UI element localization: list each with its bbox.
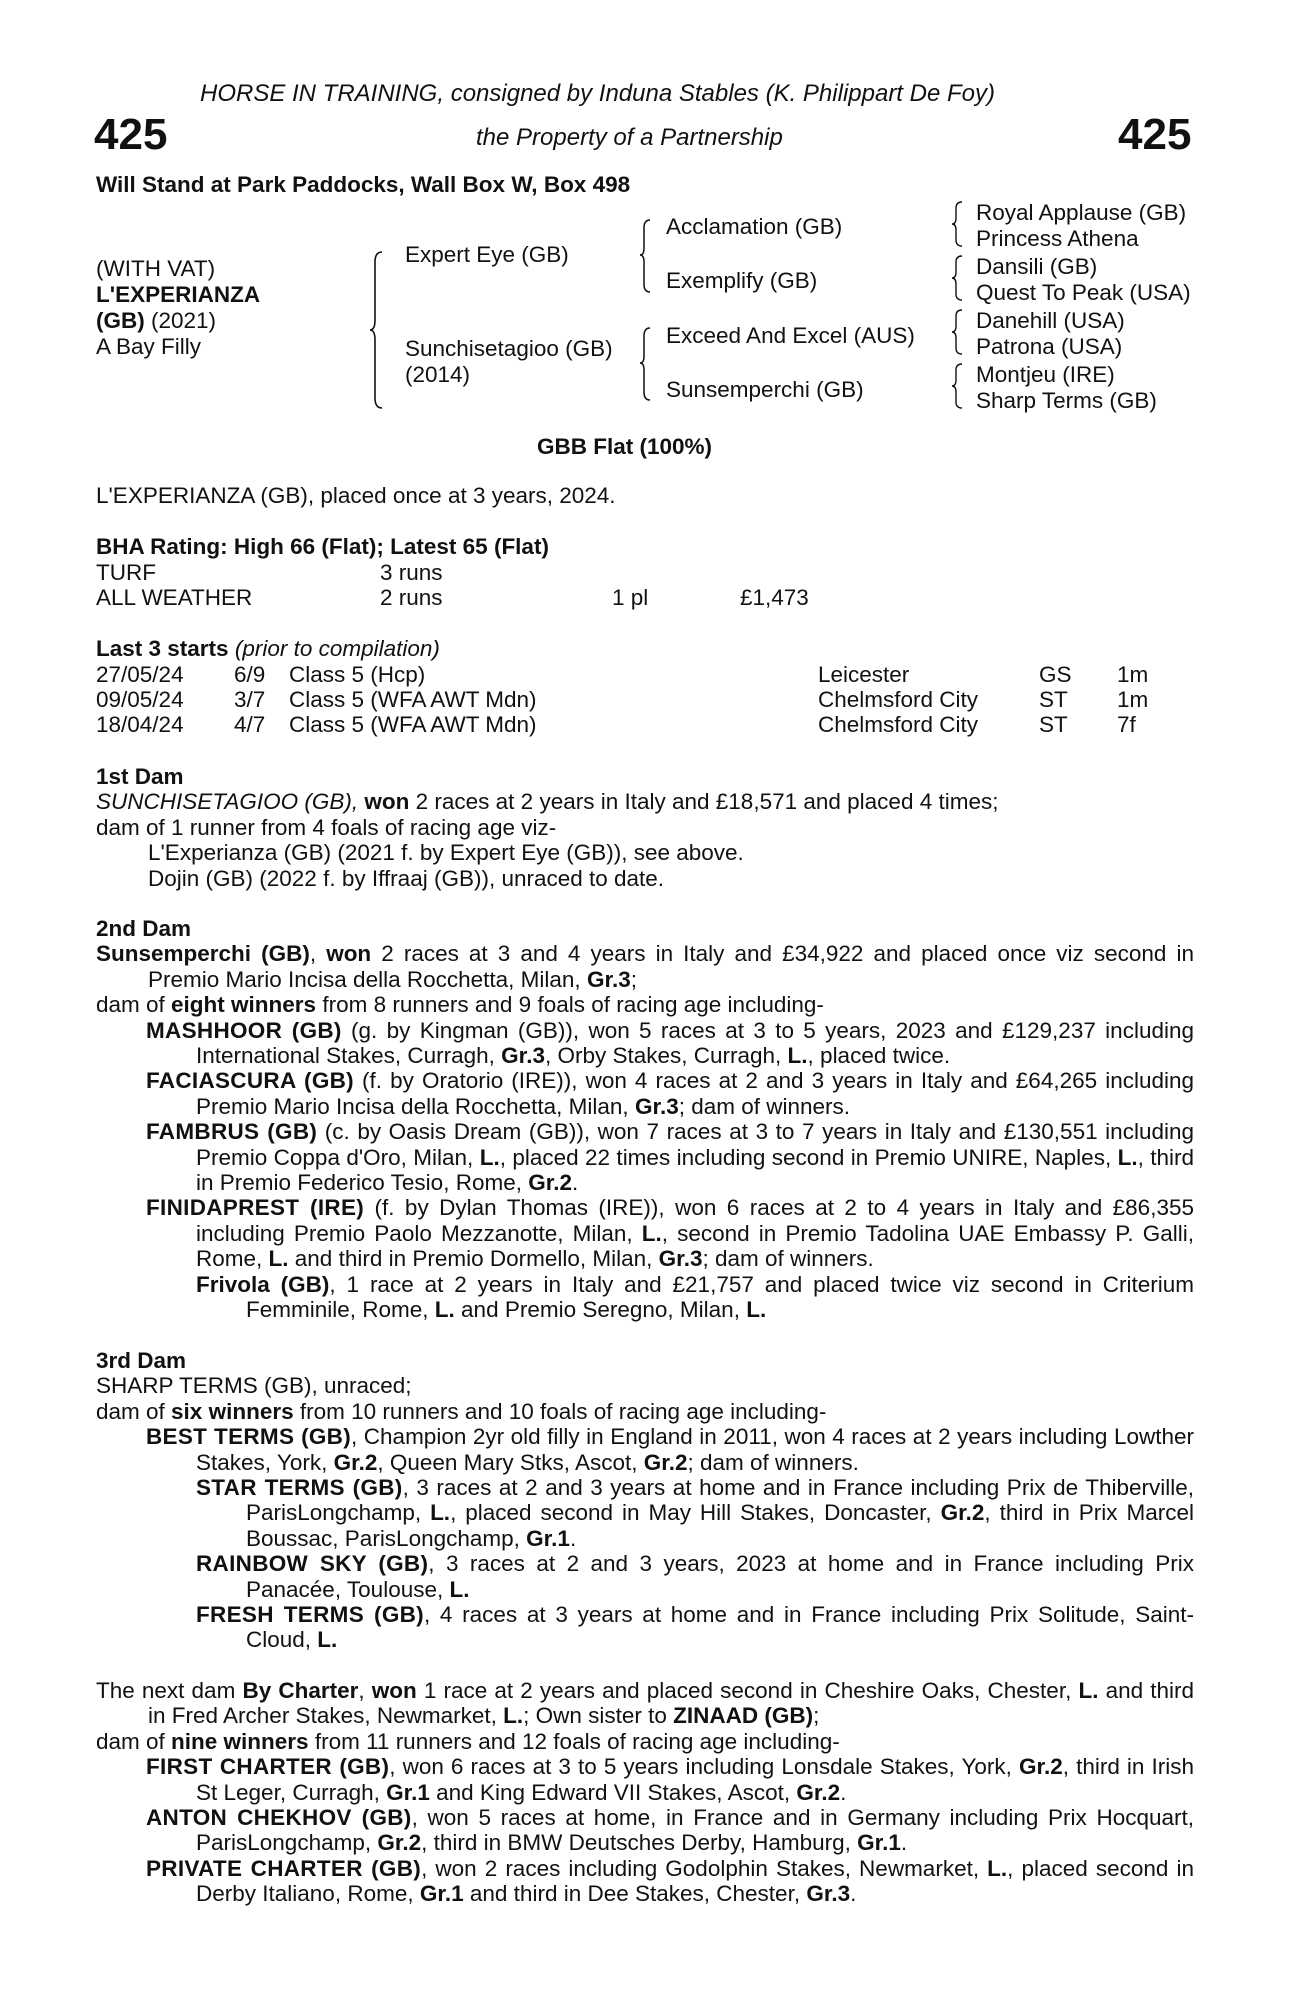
- runs-aw: 2 runs: [380, 585, 443, 610]
- grade: Gr.2: [1018, 1754, 1063, 1780]
- second-dam-heading: 2nd Dam: [96, 916, 192, 941]
- first-dam-section: [96, 764, 1194, 891]
- start-date: 27/05/24: [96, 662, 184, 687]
- produce-entry: [96, 1602, 1194, 1653]
- text: .: [900, 1830, 908, 1856]
- produce-entry: [96, 1018, 1194, 1069]
- produce-entry: [96, 1424, 1194, 1475]
- text: ; dam of winners.: [687, 1449, 859, 1475]
- sire-dam: Exemplify (GB): [666, 268, 818, 293]
- grade: Gr.1: [419, 1881, 464, 1907]
- horse-name: BEST TERMS (GB): [146, 1424, 352, 1450]
- horse-name: L'EXPERIANZA: [96, 282, 261, 307]
- produce-line: Dojin (GB) (2022 f. by Iffraaj (GB)), unraced to date.: [148, 865, 665, 891]
- text: ,: [358, 1678, 372, 1703]
- third-dam-heading: 3rd Dam: [96, 1348, 187, 1373]
- start-going: GS: [1039, 662, 1072, 687]
- surface-turf: TURF: [96, 560, 156, 585]
- text: and Premio Seregno, Milan,: [454, 1297, 747, 1323]
- sire: Expert Eye (GB): [405, 242, 569, 267]
- listed: L.: [746, 1297, 767, 1323]
- listed: L.: [434, 1297, 455, 1323]
- produce-entry: [96, 1119, 1194, 1195]
- horse-name: STAR TERMS (GB): [196, 1475, 403, 1501]
- produce-entry: [96, 1551, 1194, 1602]
- listed: L.: [317, 1627, 338, 1653]
- start-distance: 1m: [1117, 687, 1149, 712]
- grade: Gr.1: [526, 1525, 570, 1551]
- lot-number-right: 425: [1118, 110, 1192, 159]
- dam-sire-dam: Patrona (USA): [976, 334, 1123, 359]
- third-dam-section: [96, 1348, 1194, 1653]
- brace-gen3-3: [952, 308, 964, 356]
- sire-dam-sire: Dansili (GB): [976, 254, 1098, 279]
- winner-count: six winners: [171, 1398, 294, 1424]
- text: , third in BMW Deutsches Derby, Hamburg,: [421, 1830, 858, 1856]
- property-line: the Property of a Partnership: [476, 124, 783, 151]
- grade: Gr.2: [528, 1170, 572, 1196]
- text: (f. by Oratorio (IRE)), won 4 races at 2 and 3 years in Italy and £64,265 including Premio Mario Incisa della Rocchetta, Milan,: [196, 1068, 1195, 1119]
- last-starts-heading: [96, 636, 440, 662]
- text: from 11 runners and 12 foals of racing age including-: [308, 1728, 840, 1754]
- text: , 1 race at 2 years in Italy and £21,757 and placed twice viz second in Criterium Femminile, Rome,: [246, 1271, 1194, 1323]
- race-summary: L'EXPERIANZA (GB), placed once at 3 years, 2024.: [96, 483, 616, 508]
- text: .: [850, 1881, 857, 1907]
- brace-gen3-2: [952, 254, 964, 302]
- grade: Gr.2: [796, 1779, 841, 1805]
- gbb-status: GBB Flat (100%): [537, 434, 713, 459]
- text: , placed 22 times including second in Premio UNIRE, Naples,: [499, 1144, 1118, 1170]
- horse-description: A Bay Filly: [96, 334, 202, 359]
- listed: L.: [479, 1144, 500, 1170]
- text: .: [569, 1525, 577, 1551]
- text: , third in Premio Federico Tesio, Rome,: [196, 1144, 1194, 1196]
- text: , placed twice.: [807, 1043, 951, 1069]
- won-label: won: [364, 789, 410, 815]
- vat-note: (WITH VAT): [96, 256, 216, 281]
- text: and third in Dee Stakes, Chester,: [463, 1881, 807, 1907]
- last-starts-note: (prior to compilation): [234, 636, 440, 661]
- start-course: Chelmsford City: [818, 712, 979, 737]
- text: from 8 runners and 9 foals of racing age including-: [316, 992, 824, 1018]
- sire-sire-dam: Princess Athena: [976, 226, 1139, 251]
- produce-entry: [96, 1754, 1194, 1805]
- text: 1 race at 2 years and placed second in Cheshire Oaks, Chester,: [416, 1678, 1079, 1703]
- first-dam-produce: dam of 1 runner from 4 foals of racing age viz-: [96, 814, 557, 840]
- grade: Gr.2: [643, 1449, 688, 1475]
- sire-sire: Acclamation (GB): [666, 214, 843, 239]
- start-race: Class 5 (WFA AWT Mdn): [289, 687, 537, 712]
- dam-sire: Exceed And Excel (AUS): [666, 323, 915, 348]
- grade: Gr.1: [386, 1779, 430, 1805]
- surface-aw: ALL WEATHER: [96, 585, 253, 610]
- last-starts-title: Last 3 starts: [96, 636, 229, 661]
- text: 2 races at 3 and 4 years in Italy and £34,922 and placed once viz second in Premio Mario Incisa della Rocchetta, Milan,: [148, 941, 1194, 992]
- won-label: won: [326, 941, 372, 967]
- first-dam-name: SUNCHISETAGIOO (GB),: [96, 789, 359, 815]
- listed: L.: [787, 1043, 808, 1069]
- winner-count: eight winners: [171, 992, 317, 1018]
- text: , second in Premio Tadolina UAE Embassy P. Galli, Rome,: [196, 1220, 1195, 1272]
- horse-country: (GB): [96, 308, 145, 333]
- text: ; Own sister to: [523, 1703, 674, 1729]
- text: dam of: [96, 1728, 172, 1754]
- horse-name: FIRST CHARTER (GB): [146, 1754, 390, 1780]
- second-dam-record: Sunsemperchi (GB), won 2 races at 3 and 4 years in Italy and £34,922 and placed once viz second in Premio Mario Incisa della Rocchetta, Milan, Gr.3;: [96, 941, 1194, 992]
- text: , Champion 2yr old filly in England in 2011, won 4 races at 2 years including Lowther Stakes, York,: [196, 1424, 1195, 1475]
- text: The next dam: [96, 1678, 243, 1703]
- listed: L.: [641, 1220, 662, 1246]
- start-date: 09/05/24: [96, 687, 184, 712]
- text: and third in Fred Archer Stakes, Newmarket,: [148, 1678, 1195, 1729]
- listed: L.: [503, 1703, 524, 1729]
- dam: Sunchisetagioo (GB): [405, 336, 613, 361]
- produce-entry: [96, 1805, 1194, 1856]
- text: and King Edward VII Stakes, Ascot,: [429, 1779, 797, 1805]
- text: , Queen Mary Stks, Ascot,: [377, 1449, 644, 1475]
- winner-count: nine winners: [171, 1728, 309, 1754]
- dam-dam: Sunsemperchi (GB): [666, 377, 864, 402]
- grade: Gr.3: [501, 1043, 545, 1069]
- horse-origin: [96, 308, 216, 333]
- text: , 3 races at 2 and 3 years at home and in France including Prix de Thiberville, ParisLongchamp,: [246, 1475, 1194, 1526]
- first-dam-record: [96, 789, 1194, 814]
- sister-name: ZINAAD (GB): [673, 1703, 814, 1729]
- text: (g. by Kingman (GB)), won 5 races at 3 to 5 years, 2023 and £129,237 including International Stakes, Curragh,: [196, 1017, 1194, 1069]
- lot-number-left: 425: [94, 110, 168, 159]
- placed-aw: 1 pl: [612, 585, 649, 610]
- horse-name: FRESH TERMS (GB): [196, 1602, 424, 1628]
- grade: Gr.2: [333, 1449, 378, 1475]
- third-dam-record: SHARP TERMS (GB), unraced;: [96, 1373, 412, 1399]
- grade: Gr.3: [806, 1881, 851, 1907]
- start-going: ST: [1039, 712, 1068, 737]
- next-dam-record: [96, 1678, 1194, 1729]
- text: , placed second in May Hill Stakes, Doncaster,: [450, 1500, 941, 1526]
- horse-name: FAMBRUS (GB): [146, 1119, 318, 1145]
- text: , placed second in Derby Italiano, Rome,: [196, 1855, 1194, 1907]
- first-dam-heading: 1st Dam: [96, 764, 184, 789]
- grade: Gr.2: [377, 1830, 422, 1856]
- start-distance: 1m: [1117, 662, 1149, 687]
- text: ;: [813, 1703, 820, 1729]
- horse-name: ANTON CHEKHOV (GB): [146, 1805, 412, 1831]
- text: , Orby Stakes, Curragh,: [544, 1043, 788, 1069]
- horse-name: Frivola (GB): [196, 1271, 330, 1297]
- listed: L.: [430, 1500, 451, 1526]
- produce-line: L'Experianza (GB) (2021 f. by Expert Eye (GB)), see above.: [148, 840, 744, 866]
- dam-brace: [640, 326, 652, 402]
- next-dam-produce: [96, 1729, 1194, 1754]
- sire-dam-dam: Quest To Peak (USA): [976, 280, 1191, 305]
- start-position: 4/7: [234, 712, 266, 737]
- text: , third in Prix Marcel Boussac, ParisLongchamp,: [246, 1500, 1194, 1551]
- horse-name: FACIASCURA (GB): [146, 1068, 354, 1094]
- text: and third in Premio Dormello, Milan,: [288, 1246, 659, 1272]
- second-dam-produce: [96, 992, 1194, 1017]
- runs-turf: 3 runs: [380, 560, 443, 585]
- horse-name: MASHHOOR (GB): [146, 1017, 342, 1043]
- horse-year: (2021): [151, 308, 217, 333]
- horse-name: FINIDAPREST (IRE): [146, 1195, 365, 1221]
- text: , 3 races at 2 and 3 years, 2023 at home and in France including Prix Panacée, Toulouse,: [246, 1551, 1194, 1602]
- produce-entry: [96, 1272, 1194, 1323]
- produce-entry: [96, 1195, 1194, 1271]
- listed: L.: [268, 1246, 289, 1272]
- text: , won 2 races including Godolphin Stakes, Newmarket,: [421, 1855, 988, 1881]
- text: .: [572, 1170, 579, 1196]
- start-distance: 7f: [1117, 712, 1136, 737]
- brace-gen3-4: [952, 362, 964, 410]
- text: ;: [630, 966, 637, 992]
- second-dam-name: Sunsemperchi (GB): [96, 941, 310, 967]
- produce-entry: [96, 1068, 1194, 1119]
- dam-sire-sire: Danehill (USA): [976, 308, 1125, 333]
- listed: L.: [1117, 1144, 1138, 1170]
- grade: Gr.3: [586, 966, 631, 992]
- text: (c. by Oasis Dream (GB)), won 7 races at 3 to 7 years in Italy and £130,551 including Premio Coppa d'Oro, Milan,: [196, 1119, 1194, 1170]
- first-dam-text: 2 races at 2 years in Italy and £18,571 and placed 4 times;: [409, 789, 999, 815]
- text: dam of: [96, 992, 172, 1018]
- bha-rating: BHA Rating: High 66 (Flat); Latest 65 (Flat): [96, 534, 549, 559]
- third-dam-produce: [96, 1399, 1194, 1424]
- brace-gen3-1: [952, 200, 964, 248]
- consignment-line: HORSE IN TRAINING, consigned by Induna Stables (K. Philippart De Foy): [200, 80, 995, 107]
- text: ; dam of winners.: [678, 1093, 851, 1119]
- dam-year: (2014): [405, 362, 471, 387]
- second-dam-section: [96, 916, 1194, 1323]
- start-race: Class 5 (Hcp): [289, 662, 426, 687]
- produce-entry: [96, 1475, 1194, 1551]
- listed: L.: [449, 1576, 470, 1602]
- start-date: 18/04/24: [96, 712, 184, 737]
- next-dam-section: [96, 1678, 1194, 1907]
- horse-name: PRIVATE CHARTER (GB): [146, 1855, 422, 1881]
- text: , won 5 races at home, in France and in Germany including Prix Hocquart, ParisLongchamp,: [196, 1805, 1194, 1856]
- sire-sire-sire: Royal Applause (GB): [976, 200, 1187, 225]
- start-position: 3/7: [234, 687, 266, 712]
- text: , 4 races at 3 years at home and in France including Prix Solitude, Saint-Cloud,: [246, 1602, 1194, 1653]
- text: , third in Irish St Leger, Curragh,: [196, 1754, 1195, 1805]
- stand-location: Will Stand at Park Paddocks, Wall Box W, Box 498: [96, 172, 631, 197]
- start-course: Leicester: [818, 662, 910, 687]
- text: dam of: [96, 1398, 172, 1424]
- listed: L.: [1078, 1678, 1099, 1703]
- produce-entry: [96, 1856, 1194, 1907]
- sire-brace: [640, 218, 652, 294]
- prize-aw: £1,473: [740, 585, 809, 610]
- grade: Gr.3: [634, 1093, 679, 1119]
- next-dam-name: By Charter: [242, 1678, 359, 1703]
- won-label: won: [371, 1678, 417, 1703]
- listed: L.: [987, 1855, 1008, 1881]
- start-race: Class 5 (WFA AWT Mdn): [289, 712, 537, 737]
- grade: Gr.1: [857, 1830, 901, 1856]
- text: from 10 runners and 10 foals of racing age including-: [293, 1398, 827, 1424]
- text: .: [840, 1779, 847, 1805]
- dam-dam-dam: Sharp Terms (GB): [976, 388, 1157, 413]
- start-going: ST: [1039, 687, 1068, 712]
- text: , won 6 races at 3 to 5 years including Lonsdale Stakes, York,: [389, 1754, 1019, 1780]
- text: (f. by Dylan Thomas (IRE)), won 6 races at 2 to 4 years in Italy and £86,355 including Premio Paolo Mezzanotte, Milan,: [196, 1195, 1194, 1246]
- pedigree-brace: [370, 250, 384, 410]
- text: ; dam of winners.: [702, 1246, 874, 1272]
- grade: Gr.2: [940, 1500, 985, 1526]
- horse-name: RAINBOW SKY (GB): [196, 1551, 429, 1577]
- start-course: Chelmsford City: [818, 687, 979, 712]
- dam-dam-sire: Montjeu (IRE): [976, 362, 1115, 387]
- grade: Gr.3: [658, 1246, 703, 1272]
- start-position: 6/9: [234, 662, 266, 687]
